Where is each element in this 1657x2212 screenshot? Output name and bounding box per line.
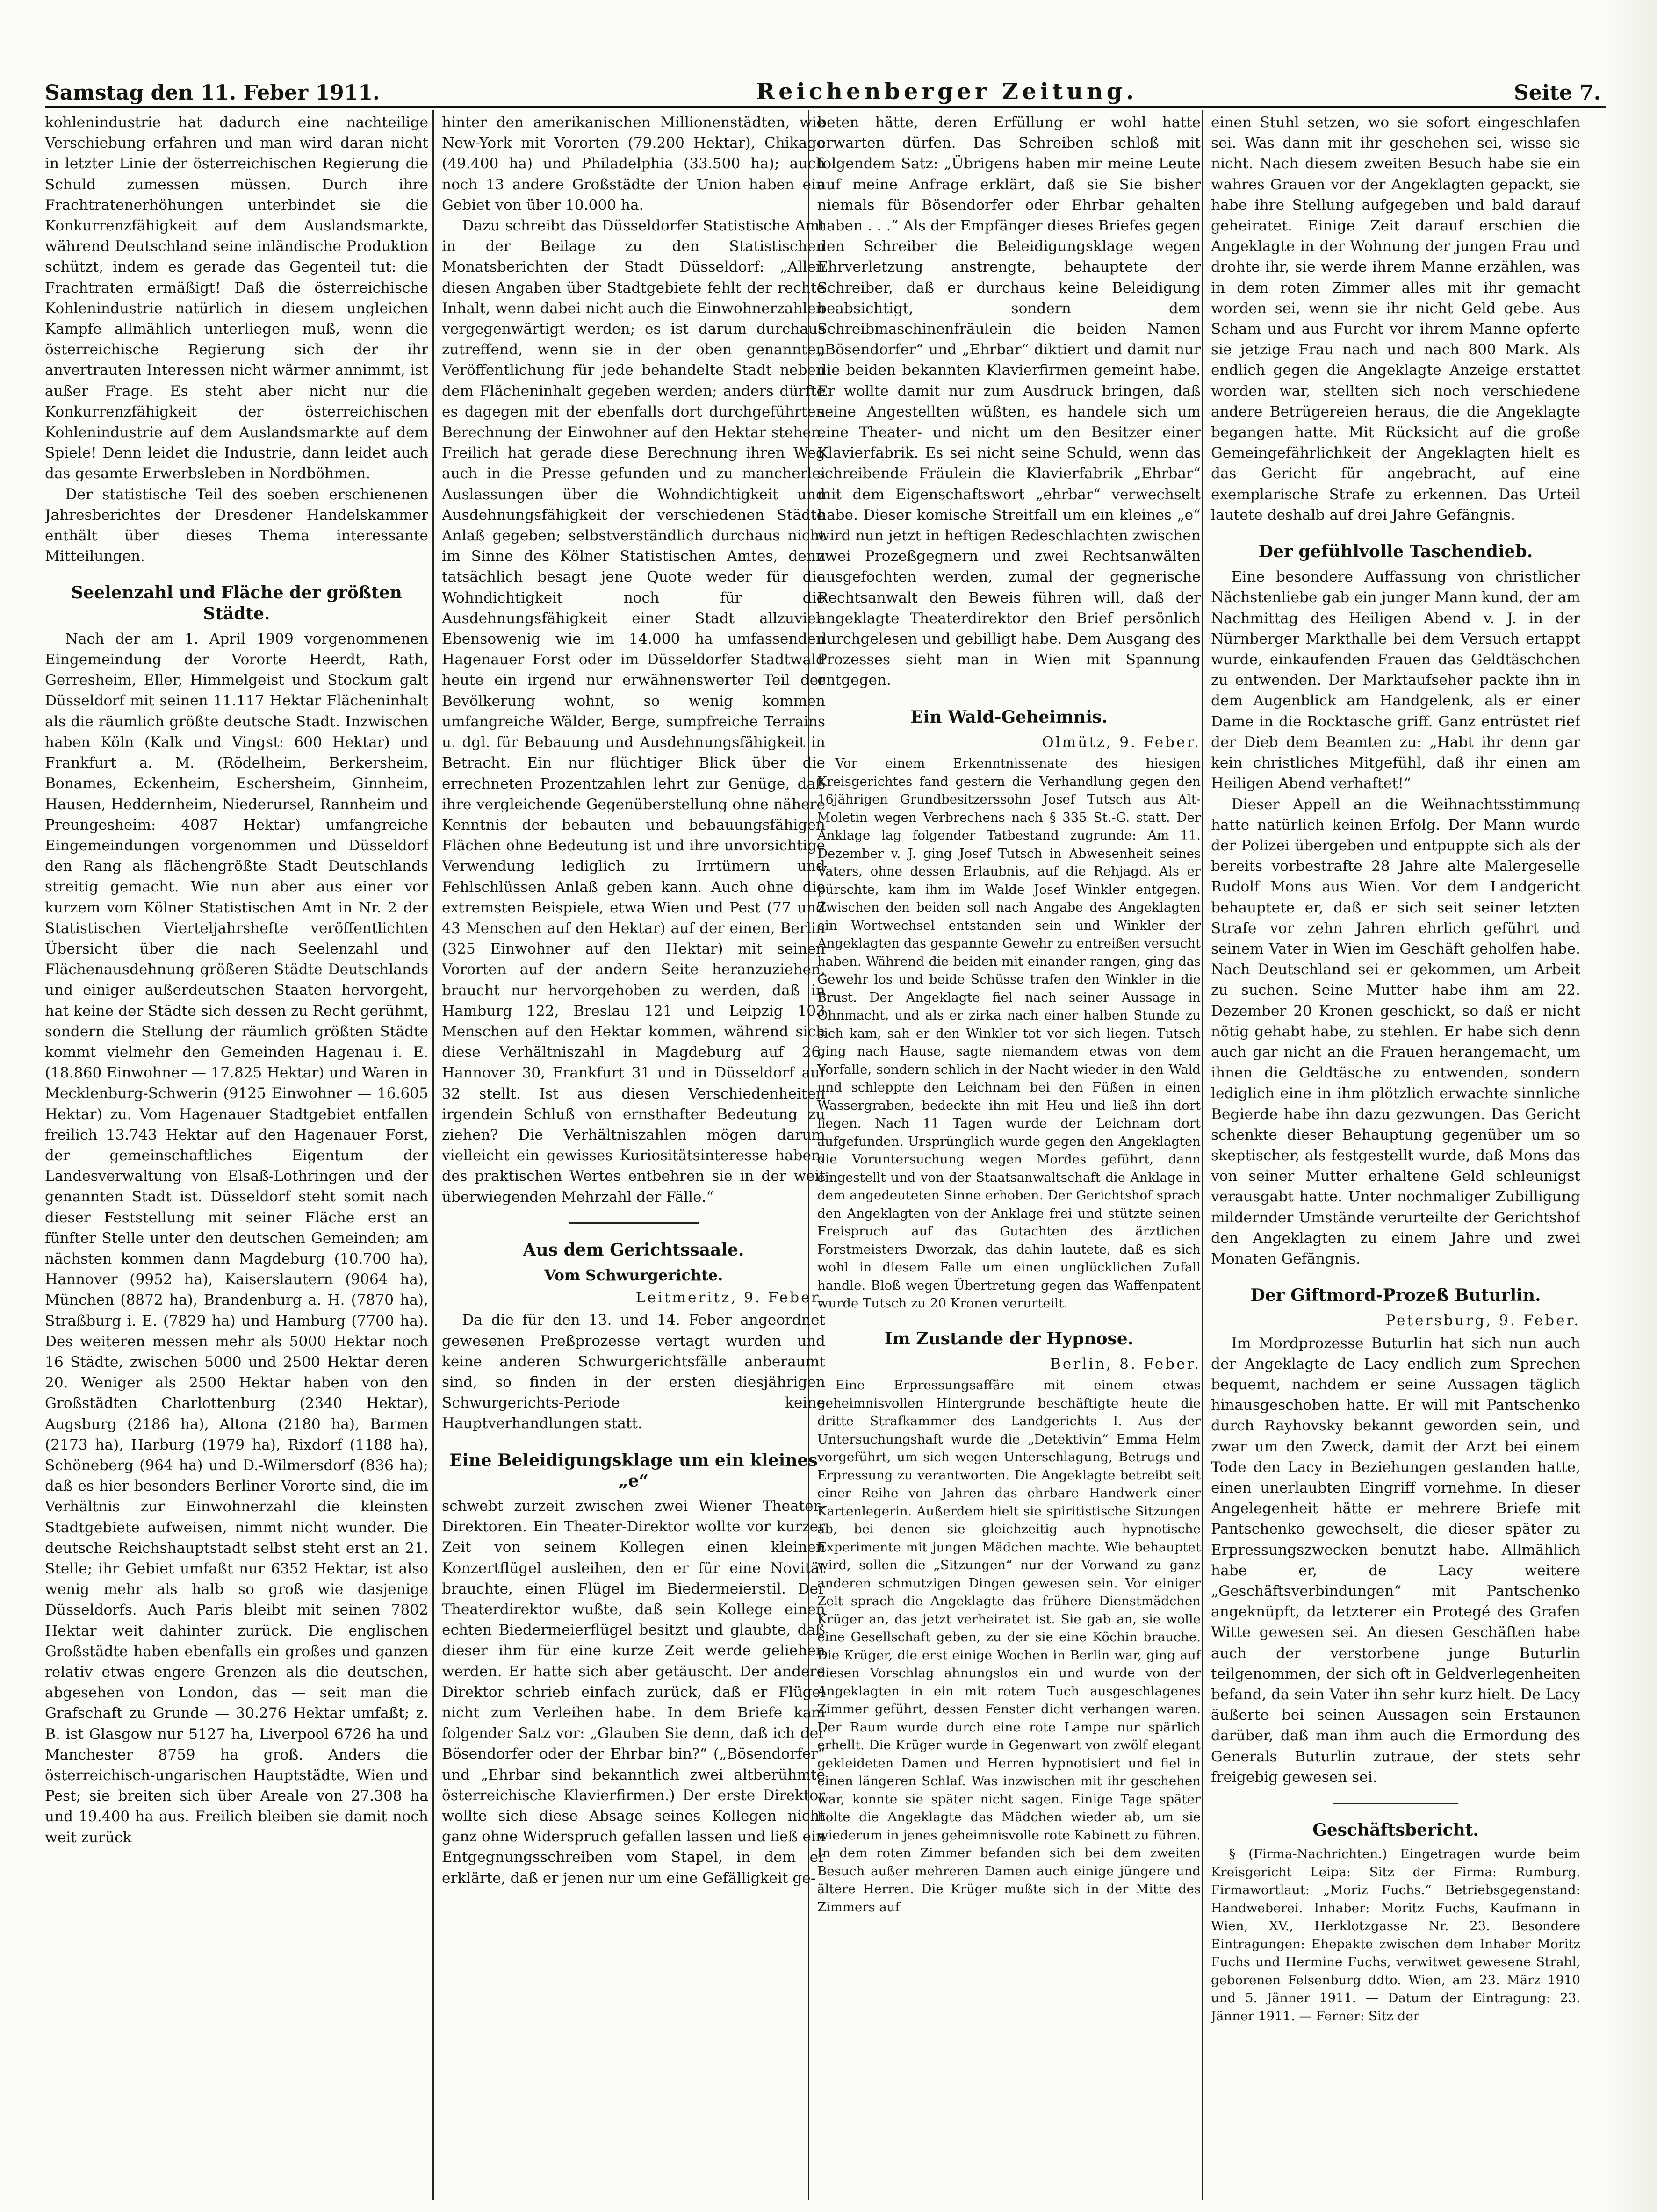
column-3: [817, 112, 1201, 2197]
issue-date: Samstag den 11. Feber 1911.: [45, 81, 380, 105]
article-text: Dazu schreibt das Düsseldorfer Statistische Amt in der Beilage zu den Statistischen Monatsberichten der Stadt Düsseldorf: „Allen diesen Angaben über Stadtgebiete fehlt der rechte Inhalt, wenn dabei nicht auch die Einwohnerzahlen vergegenwärtigt werden; es ist darum durchaus zutreffend, wenn sie in der oben genannten Veröffentlichung für jede behandelte Stadt neben dem Flächeninhalt gegeben werden; anders dürfte es dagegen mit der ebenfalls dort durchgeführten Berechnung der Einwohner auf den Hektar stehen. Freilich hat gerade diese Berechnung ihren Weg auch in die Presse gefunden und zu mancherlei Auslassungen über die Wohndichtigkeit und Ausdehnungsfähigkeit der verschiedenen Städte Anlaß gegeben; selbstverständlich durchaus nicht im Sinne des Kölner Statistischen Amtes, denn tatsächlich besagt jene Quote weder für die Wohndichtigkeit noch für die Ausdehnungsfähigkeit einer Stadt allzuviel. Ebensowenig wie im 14.000 ha umfassenden Hagenauer Forst oder im Düsseldorfer Stadtwald heute ein irgend nur erwähnenswerter Teil der Bevölkerung wohnt, so wenig kommen umfangreiche Wälder, Berge, sumpfreiche Terrains u. dgl. für Bebauung und Ausdehnungsfähigkeit in Betracht. Ein nur flüchtiger Blick über die errechneten Prozentzahlen lehrt zur Genüge, daß ihre vergleichende Gegenüberstellung ohne nähere Kenntnis der bebauten und bebauungsfähigen Flächen ohne Bedeutung ist und ihre unvorsichtige Verwendung lediglich zu Irrtümern und Fehlschlüssen Anlaß geben kann. Auch ohne die extremsten Beispiele, etwa Wien und Pest (77 und 43 Menschen auf den Hektar) auf der einen, Berlin (325 Einwohner auf den Hektar) mit seinen Vororten auf der andern Seite heranzuziehen, braucht nur hervorgehoben zu werden, daß in Hamburg 122, Breslau 121 und Leipzig 103 Menschen auf den Hektar kommen, während sich diese Verhältniszahl in Magdeburg auf 26, Hannover 30, Frankfurt 31 und in Düsseldorf auf 32 stellt. Ist aus diesen Verschiedenheiten irgendein Schluß von ernsthafter Bedeutung zu ziehen? Die Verhältniszahlen mögen darum vielleicht ein gewisses Kuriositätsinteresse haben, des praktischen Wertes entbehren sie in der weit überwiegenden Mehrzahl der Fälle.“: [442, 217, 825, 1206]
article-title: Der Giftmord-Prozeß Buturlin.: [1250, 1286, 1541, 1306]
article-text: einen Stuhl setzen, wo sie sofort eingeschlafen sei. Was dann mit ihr geschehen sei, wisse sie nicht. Nach diesem zweiten Besuch habe sie ein wahres Grauen vor der Angeklagten gepackt, sie habe ihre Stellung aufgegeben und bald darauf geheiratet. Einige Zeit darauf erschien die Angeklagte in der Wohnung der jungen Frau und drohte ihr, sie werde ihrem Manne erzählen, was in dem roten Zimmer alles mit ihr gemacht worden sei, wenn sie ihr nicht Geld gebe. Aus Scham und aus Furcht vor ihrem Manne opferte sie jetzige Frau nach und nach 800 Mark. Als endlich gegen die Angeklagte Anzeige erstattet worden war, stellten sich noch verschiedene andere Betrügereien heraus, die die Angeklagte begangen hatte. Mit Rücksicht auf die große Gemeingefährlichkeit der Angeklagten hielt es das Gericht für angebracht, auf eine exemplarische Strafe zu erkennen. Das Urteil lautete deshalb auf drei Jahre Gefängnis.: [1211, 114, 1580, 524]
article-text: Da die für den 13. und 14. Feber angeordnet gewesenen Preßprozesse vertagt wurden und keine anderen Schwurgerichtsfälle anberaumt sind, so finden in der ersten diesjährigen Schwurgerichts-Periode keine Hauptverhandlungen statt.: [442, 1312, 825, 1432]
article-text: Vor einem Erkenntnissenate des hiesigen Kreisgerichtes fand gestern die Verhandlung gegen den 16jährigen Grundbesitzerssohn Josef Tutsch aus Alt-Moletin wegen Verbrechens nach § 335 St.-G. statt. Der Anklage lag folgender Tatbestand zugrunde: Am 11. Dezember v. J. ging Josef Tutsch in Abwesenheit seines Vaters, ohne dessen Erlaubnis, auf die Rehjagd. Als er pürschte, kam ihm im Walde Josef Winkler entgegen. Zwischen den beiden soll nach Angabe des Angeklagten ein Wortwechsel entstanden sein und Winkler der Angeklagten das gespannte Gewehr zu entreißen versucht haben. Während die beiden mit einander rangen, ging das Gewehr los und beide Schüsse trafen den Winkler in die Brust. Der Angeklagte fiel nach seiner Aussage in Ohnmacht, und als er zirka nach einer halben Stunde zu sich kam, sah er den Winkler tot vor sich liegen. Tutsch ging nach Hause, sagte niemandem etwas von dem Vorfalle, sondern schlich in der Nacht wieder in den Wald und schleppte den Leichnam bei den Füßen in einen Wassergraben, bedeckte ihn mit Heu und ließ ihn dort liegen. Nach 11 Tagen wurde der Leichnam dort aufgefunden. Ursprünglich wurde gegen den Angeklagten die Voruntersuchung wegen Mordes geführt, dann eingestellt und von der Staatsanwaltschaft die Anklage in dem angedeuteten Sinne erhoben. Der Gerichtshof sprach den Angeklagten von der Anklage frei und stützte seinen Freispruch auf das Gutachten des ärztlichen Forstmeisters Dworzak, das dahin lautete, daß es sich wohl in diesem Falle um einen unglücklichen Zufall handle. Bloß wegen Übertretung gegen das Waffenpatent wurde Tutsch zu 20 Kronen verurteilt.: [817, 756, 1201, 1311]
article-text: Eine Erpressungsaffäre mit einem etwas geheimnisvollen Hintergrunde beschäftigte heute die dritte Strafkammer des Landgerichts I. Aus der Untersuchungshaft wurde die „Detektivin“ Emma Helm vorgeführt, um sich wegen Unterschlagung, Betrugs und Erpressung zu verantworten. Die Angeklagte betreibt seit einer Reihe von Jahren das ehrbare Handwerk einer Kartenlegerin. Außerdem hielt sie spiritistische Sitzungen ab, bei denen sie gleichzeitig auch hypnotische Experimente mit jungen Mädchen machte. Wie behauptet wird, sollen die „Sitzungen“ nur der Vorwand zu ganz anderen schmutzigen Dingen gewesen sein. Vor einiger Zeit sprach die Angeklagte das frühere Dienstmädchen Krüger an, das jetzt verheiratet ist. Sie gab an, sie wolle eine Gesellschaft geben, zu der sie eine Köchin brauche. Die Krüger, die erst einige Wochen in Berlin war, ging auf diesen Vorschlag ahnungslos ein und wurde von der Angeklagten in ein mit rotem Tuch ausgeschlagenes Zimmer geführt, dessen Fenster dicht verhangen waren. Der Raum wurde durch eine rote Lampe nur spärlich erhellt. Die Krüger wurde in Gegenwart von zwölf elegant gekleideten Damen und Herren hypnotisiert und fiel in einen längeren Schlaf. Was inzwischen mit ihr geschehen war, konnte sie später nicht sagen. Einige Tage später holte die Angeklagte das Mädchen wieder ab, um sie wiederum in jenes geheimnisvolle rote Kabinett zu führen. In dem roten Zimmer befanden sich bei dem zweiten Besuch außer mehreren Damen auch einige jüngere und ältere Herren. Die Krüger mußte sich in der Mitte des Zimmers auf: [817, 1378, 1201, 1915]
article-text: Dieser Appell an die Weihnachtsstimmung hatte natürlich keinen Erfolg. Der Mann wurde der Polizei übergeben und entpuppte sich als der bereits vorbestrafte 28 Jahre alte Malergeselle Rudolf Mons aus Wien. Vor dem Landgericht behauptete er, daß er sich seit seiner letzten Strafe vor zehn Jahren ehrlich geführt und seinem Vater in Wien im Geschäft geholfen habe. Nach Deutschland sei er gekommen, um Arbeit zu suchen. Seine Mutter habe ihm am 22. Dezember 20 Kronen geschickt, so daß er nicht nötig gehabt habe, zu stehlen. Er habe sich denn auch gar nicht an die Frauen herangemacht, um ihnen die Geldtäsche zu entwenden, sondern lediglich eine in ihm plötzlich erwachte sinnliche Begierde habe ihn dazu gezwungen. Das Gericht schenkte dieser Behauptung gegenüber um so skeptischer, als festgestellt wurde, daß Mons das von seiner Mutter erhaltene Geld schleunigst verausgabt hatte. Unter nochmaliger Zubilligung mildernder Umstände verurteilte der Gerichtshof den Angeklagten zu einem Jahre und zwei Monaten Gefängnis.: [1211, 796, 1580, 1267]
article-text: schwebt zurzeit zwischen zwei Wiener Theater-Direktoren. Ein Theater-Direktor wollte vor kurzer Zeit von seinem Kollegen einen kleinen Konzertflügel ausleihen, den er für eine Novität brauchte, einen Flügel im Biedermeierstil. Der Theaterdirektor wußte, daß sein Kollege einen echten Biedermeierflügel besitzt und glaubte, daß dieser ihm für eine kurze Zeit werde geliehen werden. Er hatte sich aber getäuscht. Der andere Direktor schrieb einfach zurück, daß er Flügel nicht zum Verleihen habe. In dem Briefe kam folgender Satz vor: „Glauben Sie denn, daß ich der Bösendorfer oder der Ehrbar bin?“ („Bösendorfer“ und „Ehrbar sind bekanntlich zwei altberühmte österreichische Klavierfirmen.) Der erste Direktor wollte sich diese Absage seines Kollegen nicht ganz ohne Widerspruch gefallen lassen und ließ ein Entgegnungsschreiben vom Stapel, in dem er erklärte, daß er jenen nur um eine Gefälligkeit ge-: [442, 1498, 825, 1887]
header-rule: [45, 106, 1606, 108]
article-title: Ein Wald-Geheimnis.: [910, 707, 1108, 727]
section-title: Aus dem Gerichtssaale.: [523, 1240, 744, 1260]
section-divider: [569, 1222, 699, 1224]
column-divider: [1202, 110, 1203, 2200]
article-text: § (Firma-Nachrichten.) Eingetragen wurde beim Kreisgericht Leipa: Sitz der Firma: Rumburg. Firmawortlaut: „Moriz Fuchs.“ Betriebsgegenstand: Handweberei. Inhaber: Moritz Fuchs, Kaufmann in Wien, XV., Herklotzgasse Nr. 23. Besondere Eintragungen: Ehepakte zwischen dem Inhaber Moritz Fuchs und Hermine Fuchs, verwitwet gewesene Strahl, geborenen Felsenburg ddto. Wien, am 23. März 1910 und 5. Jänner 1911. — Datum der Eintragung: 23. Jänner 1911. — Ferner: Sitz der: [1211, 1846, 1580, 2024]
page-header: [45, 70, 1601, 105]
article-title: Im Zustande der Hypnose.: [884, 1329, 1134, 1349]
article-text: kohlenindustrie hat dadurch eine nachteilige Verschiebung erfahren und man wird daran nicht in letzter Linie der österreichischen Regierung die Schuld zumessen müssen. Durch ihre Frachtratenerhöhungen unterbindet sie die Konkurrenzfähigkeit auf dem Auslandsmarkte, während Deutschland seine inländische Produktion schützt, indem es gerade das Gegenteil tut: die Frachtraten ermäßigt! Daß die österreichische Kohlenindustrie natürlich in diesem ungleichen Kampfe allmählich unterliegen muß, wenn die österreichische Regierung sich der ihr anvertrauten Interessen nicht wärmer annimmt, ist außer Frage. Es steht aber nicht nur die Konkurrenzfähigkeit der österreichischen Kohlenindustrie auf dem Auslandsmarkte auf dem Spiele! Denn leidet die Industrie, dann leidet auch das gesamte Erwerbsleben in Nordböhmen.: [45, 114, 428, 482]
masthead: Reichenberger Zeitung.: [756, 79, 1138, 105]
article-text: hinter den amerikanischen Millionenstädten, wie New-York mit Vororten (79.200 Hektar), Chikago (49.400 ha) und Philadelphia (33.500 ha); auch noch 13 andere Großstädte der Union haben ein Gebiet von über 10.000 ha.: [442, 114, 825, 214]
article-title: Vom Schwurgerichte.: [544, 1266, 723, 1284]
article-text: beten hätte, deren Erfüllung er wohl hatte erwarten dürfen. Das Schreiben schloß mit folgendem Satz: „Übrigens haben mir meine Leute auf meine Anfrage erklärt, daß sie Sie bisher niemals für Bösendorfer oder Ehrbar gehalten haben . . .“ Als der Empfänger dieses Briefes gegen den Schreiber die Beleidigungsklage wegen Ehrverletzung anstrengte, behauptete der Schreiber, daß er durchaus keine Beleidigung beabsichtigt, sondern dem Schreibmaschinenfräulein die beiden Namen „Bösendorfer“ und „Ehrbar“ diktiert und damit nur die beiden bekannten Klavierfirmen gemeint habe. Er wollte damit nur zum Ausdruck bringen, daß seine Angestellten wüßten, es handele sich um eine Theater- und nicht um den Besitzer einer Klavierfabrik. Es sei nicht seine Schuld, wenn das schreibende Fräulein die Klavierfabrik „Ehrbar“ mit dem Eigenschaftswort „ehrbar“ verwechselt habe. Dieser komische Streitfall um ein kleines „e“ wird nun jetzt in heftigen Redeschlachten zwischen zwei Prozeßgegnern und zwei Rechtsanwälten ausgefochten werden, zumal der gegnerische Rechtsanwalt den Beweis führen will, daß der angeklagte Theaterdirektor den Brief persönlich durchgelesen und gebilligt habe. Dem Ausgang des Prozesses sieht man in Wien mit Spannung entgegen.: [817, 114, 1201, 689]
dateline: Leitmeritz, 9. Feber.: [635, 1289, 825, 1307]
article-title: Eine Beleidigungsklage um ein kleines „e“: [449, 1450, 818, 1491]
article-text: Im Mordprozesse Buturlin hat sich nun auch der Angeklagte de Lacy endlich zum Sprechen bequemt, nachdem er seine Aussagen täglich hinausgeschoben hatte. Er will mit Pantschenko durch Rayhovsky bekannt geworden sein, und zwar um den Zweck, damit der Arzt bei einem Tode den Lacy in Beziehungen gestanden hatte, einen unerlaubten Eingriff vornehme. In dieser Angelegenheit hätte er mehrere Briefe mit Pantschenko gewechselt, die dieser später zu Erpressungszwecken benutzt habe. Allmählich habe er, de Lacy weitere „Geschäftsverbindungen“ mit Pantschenko angeknüpft, da letzterer ein Protegé des Grafen Witte gewesen sei. An diesen Geschäften habe auch der verstorbene junge Buturlin teilgenommen, der sich oft in Geldverlegenheiten befand, da sein Vater ihn sehr kurz hielt. De Lacy äußerte bei seinen Aussagen sein Erstaunen darüber, daß man ihm auch die Ermordung des Generals Buturlin zutraue, der stets sehr freigebig gewesen sei.: [1211, 1335, 1580, 1786]
article-text: Eine besondere Auffassung von christlicher Nächstenliebe gab ein junger Mann kund, der am Nachmittag des Heiligen Abend v. J. in der Nürnberger Markthalle bei dem Versuch ertappt wurde, einkaufenden Frauen das Geldtäschchen zu entwenden. Der Marktaufseher packte ihn in dem Augenblick am Handgelenk, als er einer Dame in die Rocktasche griff. Ganz entrüstet rief der Dieb dem Beamten zu: „Habt ihr denn gar kein christliches Mitgefühl, daß ihr einen am Heiligen Abend verhaftet!“: [1211, 568, 1580, 792]
page-number: Seite 7.: [1513, 81, 1601, 105]
dateline: Petersburg, 9. Feber.: [1385, 1312, 1580, 1329]
article-text: Nach der am 1. April 1909 vorgenommenen Eingemeindung der Vororte Heerdt, Rath, Gerresheim, Eller, Himmelgeist und Stockum galt Düsseldorf mit seinen 11.117 Hektar Flächeninhalt als die räumlich größte deutsche Stadt. Inzwischen haben Köln (Kalk und Vingst: 600 Hektar) und Frankfurt a. M. (Rödelheim, Berkersheim, Bonames, Eckenheim, Eschersheim, Ginnheim, Hausen, Heddernheim, Niederursel, Rannheim und Preungesheim: 4087 Hektar) umfangreiche Eingemeindungen vorgenommen und Düsseldorf den Rang als flächengrößte Stadt Deutschlands streitig gemacht. Wie nun aber aus einer vor kurzem vom Kölner Statistischen Amt in Nr. 2 der Statistischen Vierteljahrshefte veröffentlichten Übersicht über die nach Seelenzahl und Flächenausdehnung größeren Städte Deutschlands und einiger außerdeutschen Staaten hervorgeht, hat keine der Städte sich dessen zu Recht gerühmt, sondern die Stellung der räumlich größten Städte kommt vielmehr den Gemeinden Hagenau i. E. (18.860 Einwohner — 17.825 Hektar) und Waren in Mecklenburg-Schwerin (9125 Einwohner — 16.605 Hektar) zu. Vom Hagenauer Stadtgebiet entfallen freilich 13.743 Hektar auf den Hagenauer Forst, der gemeinschaftliches Eigentum der Landesverwaltung von Elsaß-Lothringen und der genannten Stadt ist. Düsseldorf steht somit nach dieser Feststellung mit seiner Fläche erst an fünfter Stelle unter den deutschen Gemeinden; am nächsten kommen dann Magdeburg (10.700 ha), Hannover (9952 ha), Kaiserslautern (9064 ha), München (8872 ha), Brandenburg a. H. (7870 ha), Straßburg i. E. (7829 ha) und Hamburg (7700 ha). Des weiteren messen mehr als 5000 Hektar noch 16 Städte, zwischen 5000 und 2500 Hektar deren 20. Weniger als 2500 Hektar haben von den Großstädten Charlottenburg (2340 Hektar), Augsburg (2186 ha), Altona (2180 ha), Barmen (2173 ha), Harburg (1979 ha), Rixdorf (1188 ha), Schöneberg (964 ha) und D.-Wilmersdorf (836 ha); daß es hier besonders Berliner Vororte sind, die im Verhältnis zur Einwohnerzahl die kleinsten Stadtgebiete aufweisen, nimmt nicht wunder. Die deutsche Reichshauptstadt selbst steht erst an 21. Stelle; ihr Gebiet umfaßt nur 6352 Hektar, ist also wenig mehr als halb so groß wie dasjenige Düsseldorfs. Auch Paris bleibt mit seinen 7802 Hektar weit dahinter zurück. Die englischen Großstädte haben ebenfalls ein großes und ganzen relativ etwas engere Grenzen als die deutschen, abgesehen von London, das — seit man die Grafschaft zu Grunde — 30.276 Hektar umfaßt; z. B. ist Glasgow nur 5127 ha, Liverpool 6726 ha und Manchester 8759 ha groß. Anders die österreichisch-ungarischen Hauptstädte, Wien und Pest; sie breiten sich über Areale von 27.308 ha und 19.400 ha aus. Freilich bleiben sie damit noch weit zurück: [45, 630, 428, 1846]
column-1: [45, 112, 428, 2197]
section-title: Geschäftsbericht.: [1312, 1820, 1479, 1840]
dateline: Olmütz, 9. Feber.: [1042, 733, 1201, 751]
dateline: Berlin, 8. Feber.: [1050, 1355, 1201, 1372]
page-edge-shading: [1601, 0, 1657, 2212]
column-2: [442, 112, 825, 2197]
article-text: Der statistische Teil des soeben erschienenen Jahresberichtes der Dresdener Handelskammer enthält über dieses Thema interessante Mitteilungen.: [45, 486, 428, 565]
column-4: [1211, 112, 1580, 2197]
article-title: Der gefühlvolle Taschendieb.: [1258, 542, 1533, 562]
article-title: Seelenzahl und Fläche der größten Städte.: [71, 583, 402, 624]
column-divider: [432, 110, 434, 2200]
section-divider: [1333, 1803, 1459, 1804]
